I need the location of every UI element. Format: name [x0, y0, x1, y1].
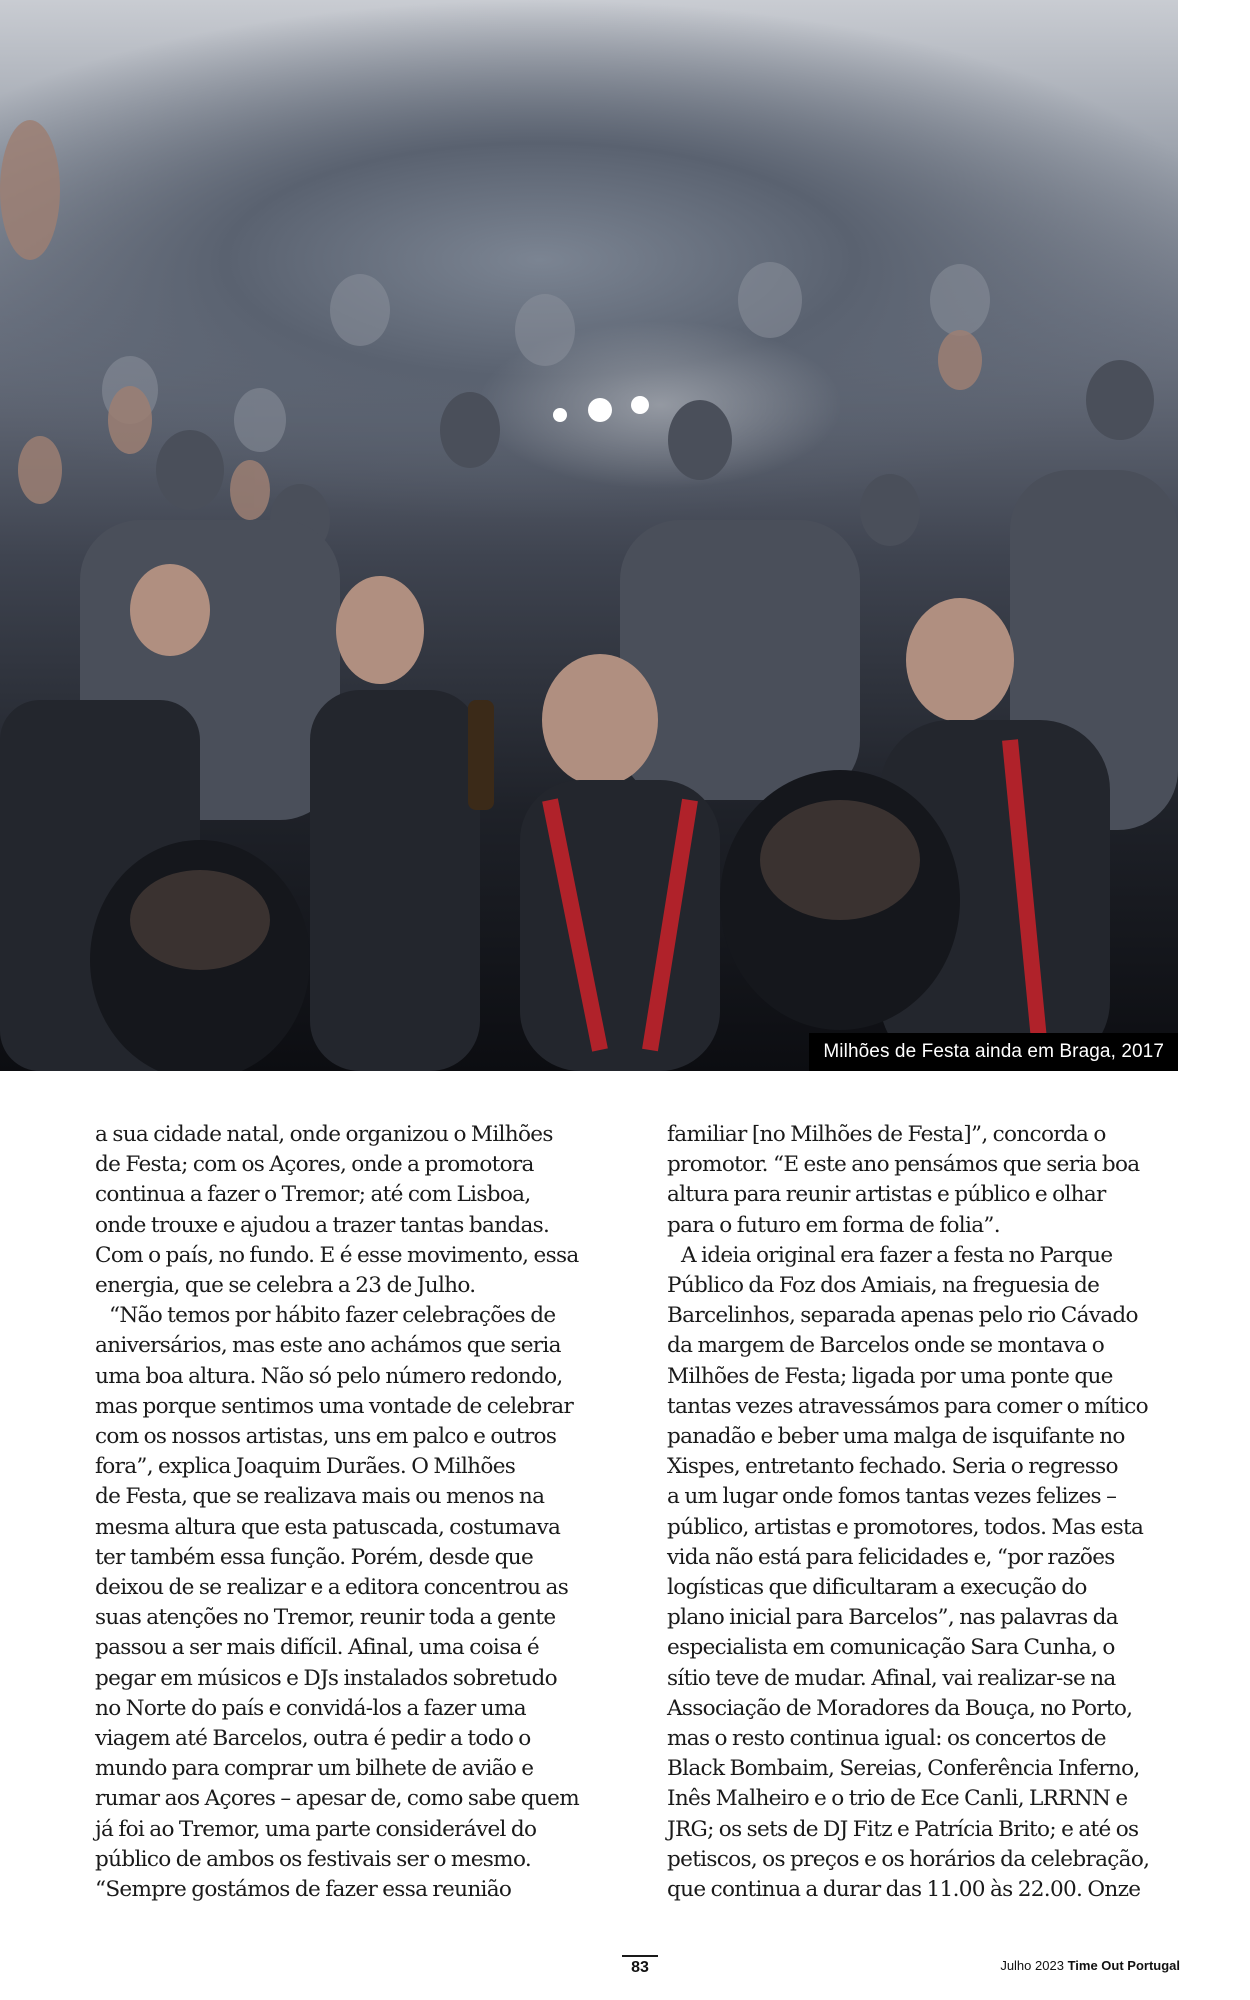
text-line: panadão e beber uma malga de isquifante no: [667, 1424, 1125, 1450]
text-line: a um lugar onde fomos tantas vezes felizes –: [667, 1484, 1117, 1510]
text-line: JRG; os sets de DJ Fitz e Patrícia Brito; e até os: [667, 1816, 1139, 1842]
text-line: logísticas que dificultaram a execução do: [667, 1575, 1087, 1601]
text-line: onde trouxe e ajudou a trazer tantas bandas.: [95, 1212, 550, 1238]
text-line: “Não temos por hábito fazer celebrações de: [109, 1303, 556, 1329]
text-line: mesma altura que esta patuscada, costumava: [95, 1514, 561, 1540]
text-line: ter também essa função. Porém, desde que: [95, 1544, 534, 1570]
text-line: já foi ao Tremor, uma parte considerável do: [95, 1816, 537, 1842]
text-line: suas atenções no Tremor, reunir toda a gente: [95, 1605, 556, 1631]
text-line: deixou de se realizar e a editora concentrou as: [95, 1575, 569, 1601]
text-line: vida não está para felicidades e, “por razões: [667, 1544, 1115, 1570]
text-line: Milhões de Festa; ligada por uma ponte que: [667, 1363, 1113, 1389]
text-line: Inês Malheiro e o trio de Ece Canli, LRRNN e: [667, 1786, 1128, 1812]
text-line: familiar [no Milhões de Festa]”, concorda o: [667, 1122, 1106, 1147]
text-line: tantas vezes atravessámos para comer o mítico: [667, 1393, 1148, 1419]
text-line: Público da Foz dos Amiais, na freguesia de: [667, 1273, 1100, 1299]
text-line: A ideia original era fazer a festa no Parque: [681, 1242, 1113, 1268]
text-line: altura para reunir artistas e público e olhar: [667, 1182, 1106, 1208]
text-line: mundo para comprar um bilhete de avião e: [95, 1756, 534, 1782]
text-line: energia, que se celebra a 23 de Julho.: [95, 1273, 476, 1299]
text-line: de Festa; com os Açores, onde a promotora: [95, 1152, 534, 1178]
text-line: fora”, explica Joaquim Durães. O Milhões: [95, 1454, 516, 1480]
text-line: petiscos, os preços e os horários da celebração,: [667, 1846, 1150, 1872]
article-right-column: [667, 1120, 1175, 1905]
text-line: aniversários, mas este ano achámos que seria: [95, 1333, 561, 1359]
text-line: plano inicial para Barcelos”, nas palavras da: [667, 1605, 1118, 1631]
text-line: passou a ser mais difícil. Afinal, uma coisa é: [95, 1635, 539, 1661]
publication-name: Time Out Portugal: [1067, 1958, 1180, 1973]
text-line: Com o país, no fundo. E é esse movimento, essa: [95, 1242, 579, 1268]
page-number: 83: [622, 1955, 658, 1977]
text-line: a sua cidade natal, onde organizou o Milhões: [95, 1122, 553, 1147]
text-line: público de ambos os festivais ser o mesmo.: [95, 1846, 532, 1872]
text-line: uma boa altura. Não só pelo número redondo,: [95, 1363, 563, 1389]
text-line: rumar aos Açores – apesar de, como sabe quem: [95, 1786, 579, 1812]
text-line: com os nossos artistas, uns em palco e outros: [95, 1424, 557, 1450]
text-line: viagem até Barcelos, outra é pedir a todo o: [95, 1726, 531, 1752]
text-line: continua a fazer o Tremor; até com Lisboa,: [95, 1182, 531, 1208]
text-line: mas porque sentimos uma vontade de celebrar: [95, 1393, 574, 1419]
text-line: mas o resto continua igual: os concertos de: [667, 1726, 1106, 1752]
text-line: Xispes, entretanto fechado. Seria o regresso: [667, 1454, 1118, 1480]
text-line: Associação de Moradores da Bouça, no Porto,: [667, 1695, 1133, 1721]
text-line: no Norte do país e convidá-los a fazer uma: [95, 1695, 526, 1721]
text-line: promotor. “E este ano pensámos que seria boa: [667, 1152, 1140, 1178]
text-line: especialista em comunicação Sara Cunha, o: [667, 1635, 1115, 1661]
text-line: público, artistas e promotores, todos. Mas esta: [667, 1514, 1144, 1540]
text-line: Barcelinhos, separada apenas pelo rio Cávado: [667, 1303, 1138, 1329]
text-line: de Festa, que se realizava mais ou menos na: [95, 1484, 545, 1510]
article-left-column: [95, 1120, 603, 1905]
text-line: da margem de Barcelos onde se montava o: [667, 1333, 1105, 1359]
text-line: que continua a durar das 11.00 às 22.00. Onze: [667, 1877, 1141, 1903]
photo-caption: Milhões de Festa ainda em Braga, 2017: [809, 1033, 1178, 1071]
issue-date: Julho 2023: [1000, 1958, 1064, 1973]
text-line: Black Bombaim, Sereias, Conferência Inferno,: [667, 1756, 1140, 1782]
text-line: pegar em músicos e DJs instalados sobretudo: [95, 1665, 557, 1691]
footer-issue-info: [1000, 1958, 1180, 1973]
text-line: sítio teve de mudar. Afinal, vai realizar-se na: [667, 1665, 1116, 1691]
text-line: para o futuro em forma de folia”.: [667, 1212, 1000, 1238]
text-line: “Sempre gostámos de fazer essa reunião: [95, 1877, 512, 1903]
